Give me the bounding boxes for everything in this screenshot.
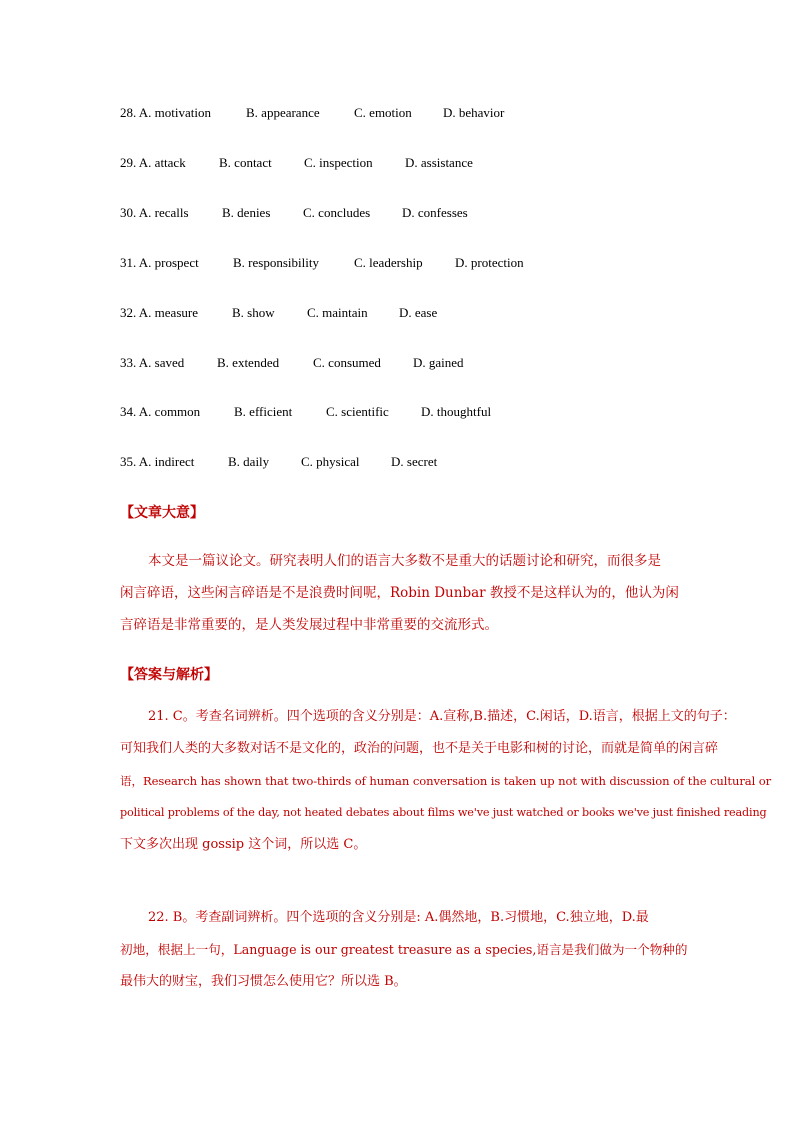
- option-c: C. maintain: [307, 305, 368, 320]
- answer-line: political problems of the day, not heated debates about films we've just watched or books we've just finished reading: [120, 806, 767, 819]
- option-d: D. thoughtful: [421, 404, 492, 419]
- option-a: 34. A. common: [120, 404, 201, 419]
- option-b: B. contact: [219, 155, 272, 170]
- summary-line: 闲言碎语，这些闲言碎语是不是浪费时间呢，Robin Dunbar 教授不是这样认为的，他认为闲: [120, 585, 679, 601]
- option-b: B. daily: [228, 454, 270, 469]
- answer-line: 可知我们人类的大多数对话不是文化的，政治的问题，也不是关于电影和树的讨论，而就是简单的闲言碎: [120, 741, 719, 756]
- option-d: D. behavior: [443, 105, 505, 120]
- option-d: D. ease: [399, 305, 438, 320]
- summary-paragraph: [120, 545, 780, 641]
- option-a: 28. A. motivation: [120, 105, 211, 120]
- option-b: B. efficient: [234, 404, 293, 419]
- option-c: C. concludes: [303, 205, 371, 220]
- option-d: D. confesses: [402, 205, 468, 220]
- option-a: 29. A. attack: [120, 155, 186, 170]
- answer-line: 22. B。考查副词辨析。四个选项的含义分别是: A.偶然地，B.习惯地，C.独立地，D.最: [148, 910, 649, 925]
- summary-line: 本文是一篇议论文。研究表明人们的语言大多数不是重大的话题讨论和研究，而很多是: [148, 553, 661, 569]
- option-a: 30. A. recalls: [120, 205, 189, 220]
- option-b: B. extended: [217, 355, 280, 370]
- option-c: C. consumed: [313, 355, 381, 370]
- option-a: 35. A. indirect: [120, 454, 195, 469]
- option-d: D. gained: [413, 355, 464, 370]
- answers-heading: 【答案与解析】: [120, 667, 218, 683]
- option-c: C. physical: [301, 454, 360, 469]
- answer-22: [120, 902, 720, 998]
- option-a: 31. A. prospect: [120, 255, 199, 270]
- summary-heading: 【文章大意】: [120, 505, 204, 521]
- option-c: C. emotion: [354, 105, 412, 120]
- option-a: 32. A. measure: [120, 305, 198, 320]
- option-c: C. leadership: [354, 255, 423, 270]
- summary-line: 言碎语是非常重要的，是人类发展过程中非常重要的交流形式。: [120, 617, 498, 633]
- option-c: C. inspection: [304, 155, 373, 170]
- answer-line: 最伟大的财宝，我们习惯怎么使用它？所以选 B。: [120, 974, 407, 989]
- option-d: D. protection: [455, 255, 524, 270]
- answer-line: 21. C。考查名词辨析。四个选项的含义分别是：A.宣称,B.描述，C.闲话，D.语言，根据上文的句子：: [148, 709, 736, 724]
- option-d: D. secret: [391, 454, 438, 469]
- answer-line: 语，Research has shown that two-thirds of human conversation is taken up not with discussion of the cultural or: [120, 774, 772, 788]
- answer-line: 初地，根据上一句，Language is our greatest treasure as a species,语言是我们做为一个物种的: [120, 942, 688, 957]
- option-c: C. scientific: [326, 404, 389, 419]
- option-a: 33. A. saved: [120, 355, 185, 370]
- answer-21: [120, 701, 780, 861]
- option-b: B. show: [232, 305, 275, 320]
- option-b: B. denies: [222, 205, 271, 220]
- answer-line: 下文多次出现 gossip 这个词，所以选 C。: [120, 837, 367, 852]
- option-b: B. responsibility: [233, 255, 319, 270]
- option-d: D. assistance: [405, 155, 473, 170]
- option-b: B. appearance: [246, 105, 320, 120]
